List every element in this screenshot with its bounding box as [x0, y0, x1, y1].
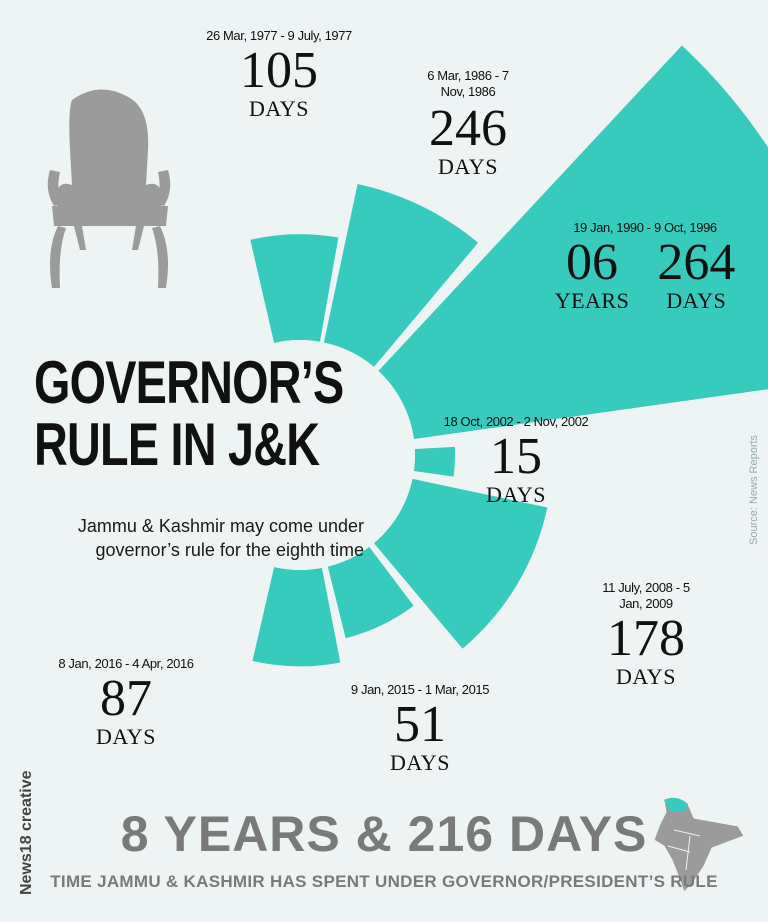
- chair-icon: [48, 89, 171, 288]
- period-number: 105: [240, 42, 318, 99]
- period-number: 246: [429, 100, 507, 157]
- period-dates: 26 Mar, 1977 - 9 July, 1977: [206, 28, 352, 43]
- period-number: 178: [607, 610, 685, 667]
- subtitle-line2: governor’s rule for the eighth time: [95, 540, 364, 560]
- brand-logo: News18 creative: [18, 770, 35, 895]
- period-number: 87: [100, 670, 152, 727]
- period-unit: DAYS: [96, 724, 156, 749]
- period-unit: DAYS: [666, 288, 727, 313]
- period-label-2002: [436, 414, 596, 506]
- period-number: 264: [657, 234, 736, 291]
- period-dates: 19 Jan, 1990 - 9 Oct, 1996: [573, 220, 717, 235]
- period-number: 51: [394, 696, 446, 753]
- title-block: [34, 349, 374, 478]
- period-label-1990: [540, 220, 750, 312]
- radial-bar-0: [250, 234, 338, 343]
- period-label-1986: [418, 68, 518, 178]
- period-dates: 8 Jan, 2016 - 4 Apr, 2016: [58, 656, 194, 671]
- period-number: 15: [490, 428, 542, 485]
- period-years-number: 06: [566, 234, 618, 291]
- period-label-2015: [350, 682, 490, 774]
- page-title-line1: GOVERNOR’S: [34, 349, 344, 416]
- period-unit: DAYS: [616, 664, 676, 689]
- period-dates: 18 Oct, 2002 - 2 Nov, 2002: [443, 414, 589, 429]
- period-unit: DAYS: [249, 96, 309, 121]
- period-years-unit: YEARS: [554, 288, 630, 313]
- period-unit: DAYS: [486, 482, 546, 507]
- period-unit: DAYS: [438, 154, 498, 179]
- period-label-2008: [576, 580, 716, 688]
- page-title-line2: RULE IN J&K: [34, 411, 320, 478]
- subtitle-line1: Jammu & Kashmir may come under: [77, 516, 364, 536]
- period-dates: 6 Mar, 1986 - 7 Nov, 1986: [427, 68, 509, 99]
- radial-bar-6: [252, 567, 340, 666]
- source-note: Source: News Reports: [748, 434, 760, 545]
- subtitle: [34, 514, 364, 562]
- period-dates: 11 July, 2008 - 5 Jan, 2009: [602, 580, 690, 611]
- total-caption: TIME JAMMU & KASHMIR HAS SPENT UNDER GOVERNOR/PRESIDENT’S RULE: [50, 872, 718, 891]
- total-duration: 8 YEARS & 216 DAYS: [120, 806, 648, 862]
- period-label-2016: [56, 656, 196, 748]
- period-dates: 9 Jan, 2015 - 1 Mar, 2015: [350, 682, 490, 697]
- period-label-1977: [204, 28, 354, 120]
- period-unit: DAYS: [390, 750, 450, 775]
